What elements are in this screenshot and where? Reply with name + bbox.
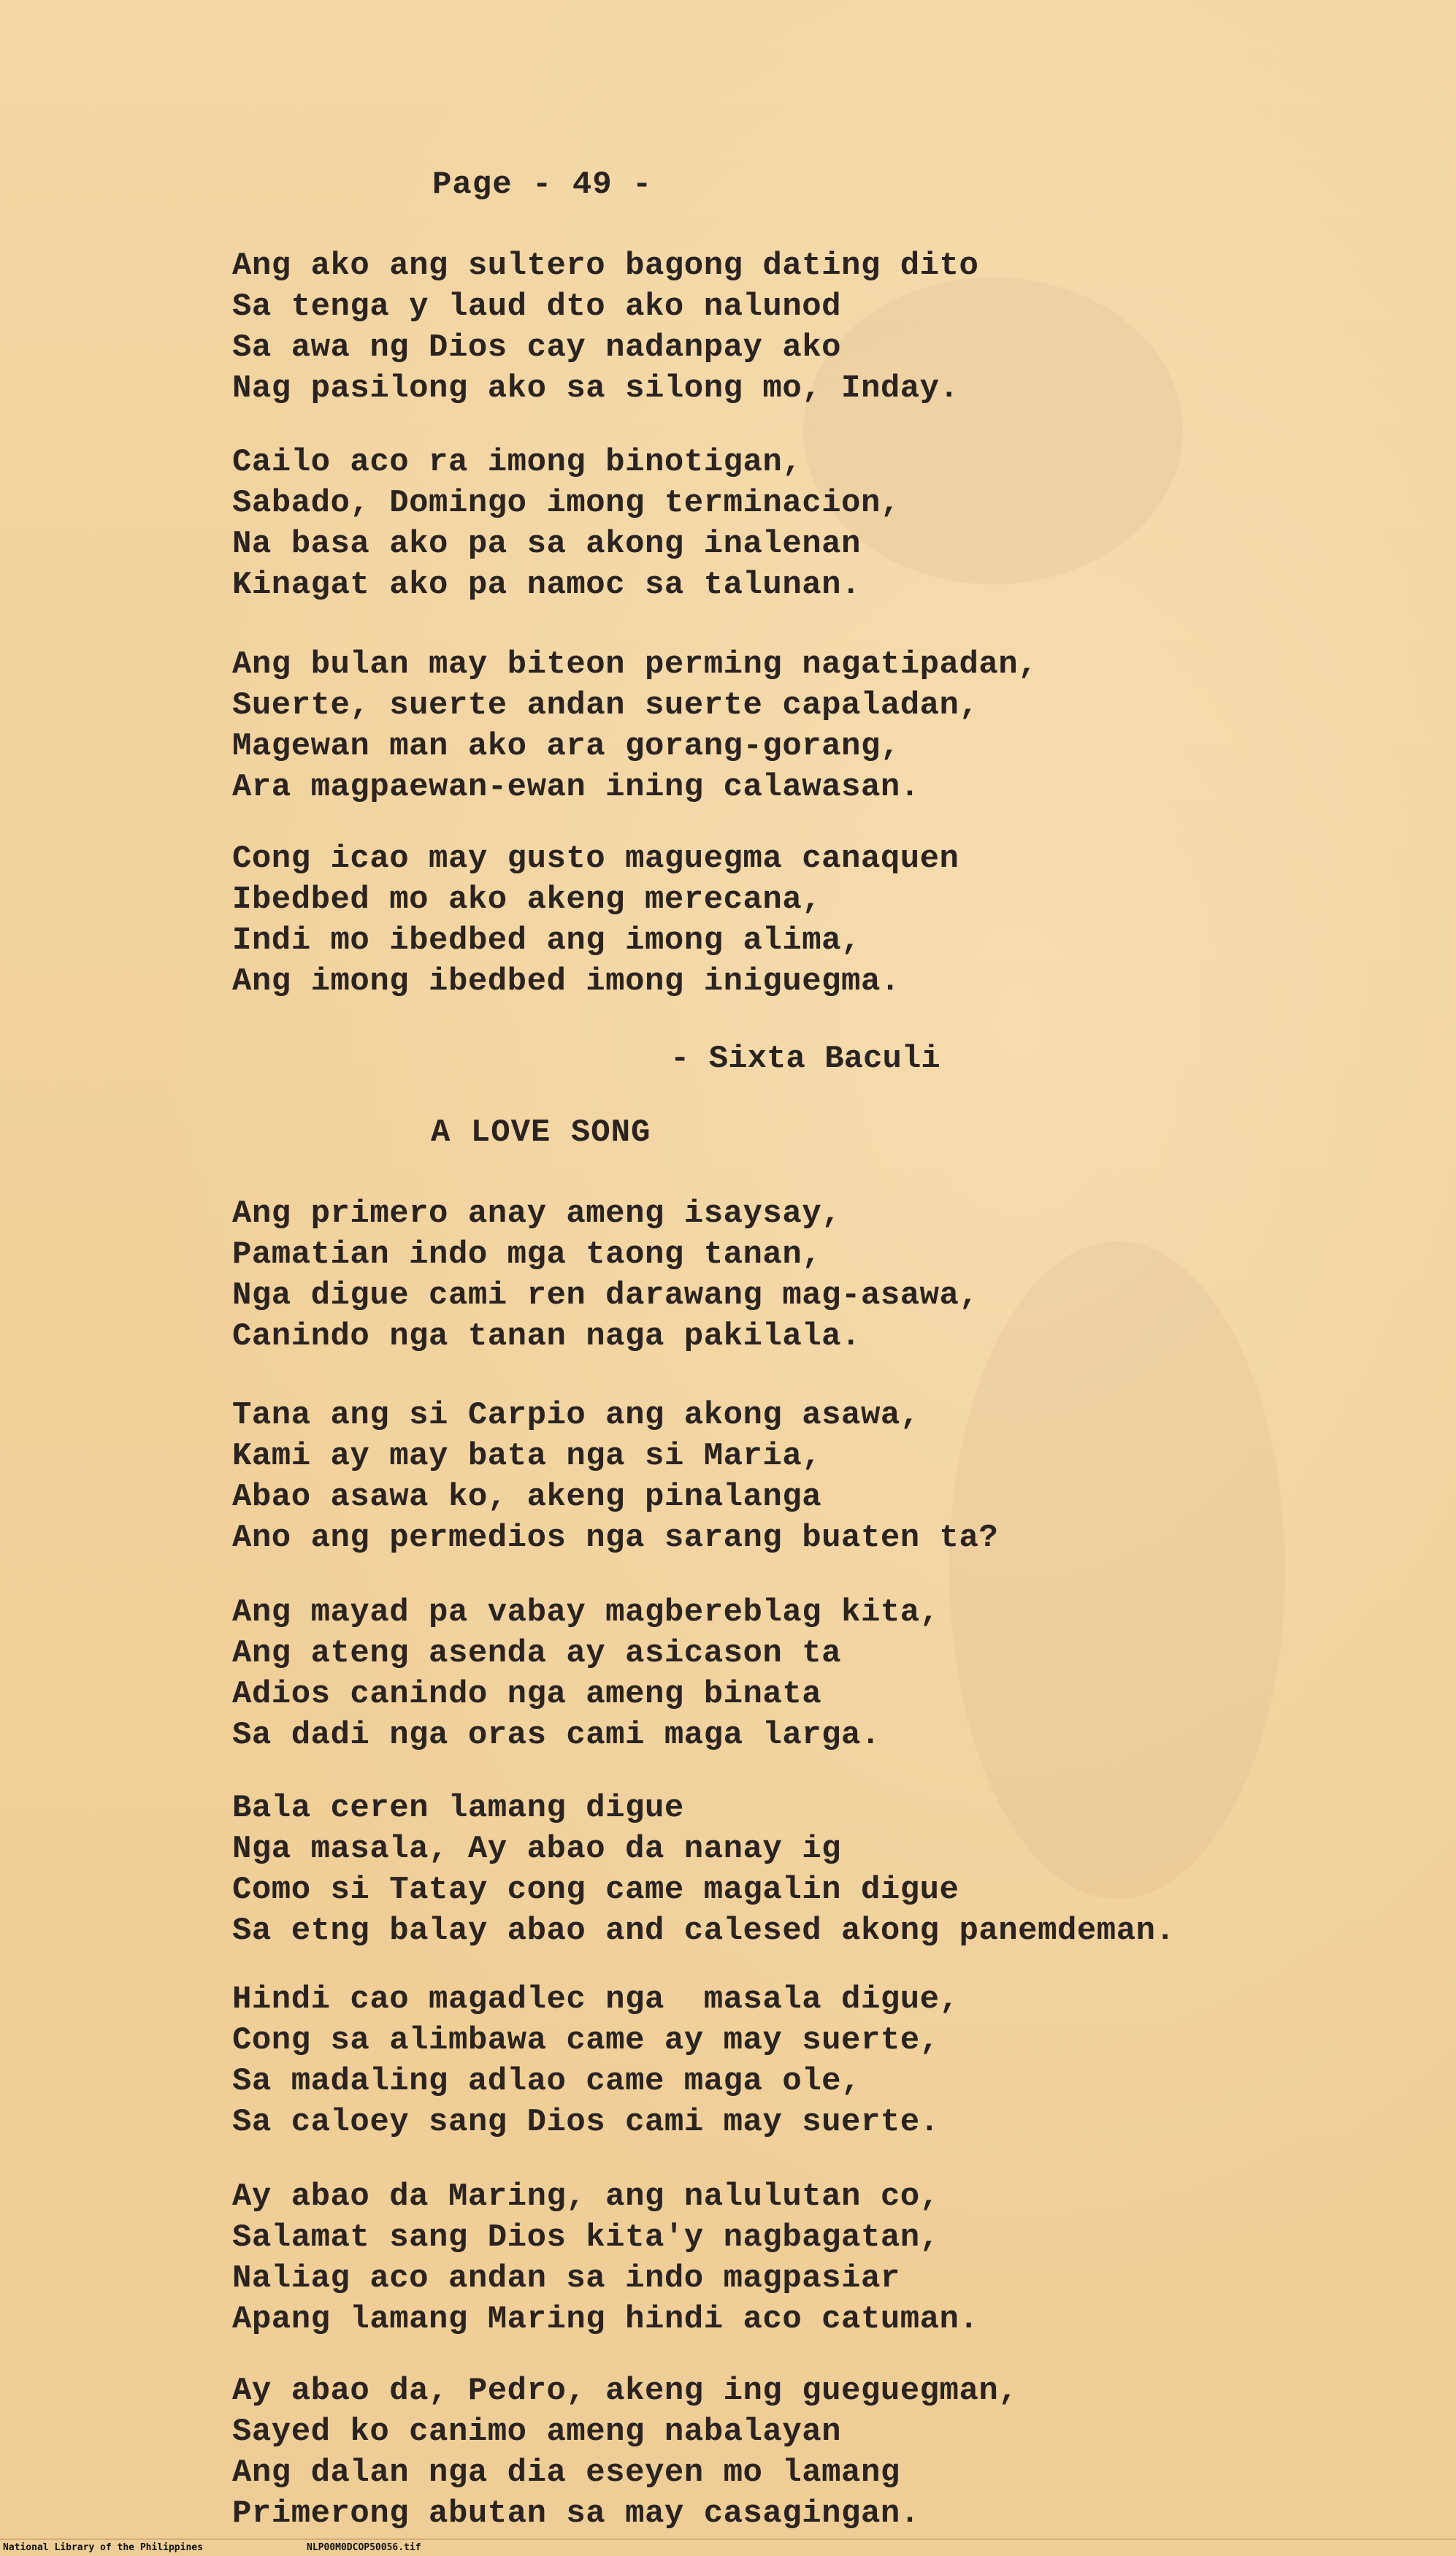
stanza-6 xyxy=(232,1395,998,1558)
poem-line: Como si Tatay cong came magalin digue xyxy=(232,1872,959,1908)
poem-line: Adios canindo nga ameng binata xyxy=(232,1676,822,1713)
stanza-4 xyxy=(232,838,959,1002)
poem-line: Ibedbed mo ako akeng merecana, xyxy=(232,881,822,918)
poem-line: Kinagat ako pa namoc sa talunan. xyxy=(232,567,861,603)
poem-line: Magewan man ako ara gorang-gorang, xyxy=(232,728,900,765)
poem-line: Sa caloey sang Dios cami may suerte. xyxy=(232,2104,940,2140)
stanza-5 xyxy=(232,1193,978,1357)
poem-line: Suerte, suerte andan suerte capaladan, xyxy=(232,687,979,724)
stanza-8 xyxy=(232,1788,1175,1951)
stanza-3 xyxy=(232,644,1038,808)
poem-line: Kami ay may bata nga si Maria, xyxy=(232,1438,822,1474)
poem-line: Tana ang si Carpio ang akong asawa, xyxy=(232,1397,920,1434)
poem-line: Abao asawa ko, akeng pinalanga xyxy=(232,1479,822,1515)
poem-line: Ang ateng asenda ay asicason ta xyxy=(232,1635,842,1672)
poem-line: Ang bulan may biteon perming nagatipadan, xyxy=(232,646,1038,683)
song-title: A LOVE SONG xyxy=(431,1114,651,1151)
poem-line: Sa madaling adlao came maga ole, xyxy=(232,2063,861,2100)
poem-line: Ang imong ibedbed imong iniguegma. xyxy=(232,963,900,1000)
poem-line: Sabado, Domingo imong terminacion, xyxy=(232,485,900,521)
poem-line: Nga digue cami ren darawang mag-asawa, xyxy=(232,1277,979,1314)
stanza-1 xyxy=(232,245,978,409)
page-number: Page - 49 - xyxy=(432,167,653,203)
poem-line: Ara magpaewan-ewan ining calawasan. xyxy=(232,769,920,806)
poem-line: Ang primero anay ameng isaysay, xyxy=(232,1195,842,1232)
poem-line: Ang ako ang sultero bagong dating dito xyxy=(232,248,979,284)
author-signature: - Sixta Baculi xyxy=(670,1041,940,1077)
poem-line: Ay abao da Maring, ang nalulutan co, xyxy=(232,2178,940,2215)
stanza-2 xyxy=(232,442,900,605)
poem-line: Nag pasilong ako sa silong mo, Inday. xyxy=(232,370,959,407)
footer-library-label: National Library of the Philippines xyxy=(3,2542,203,2553)
poem-line: Hindi cao magadlec nga masala digue, xyxy=(232,1981,959,2018)
poem-line: Cong sa alimbawa came ay may suerte, xyxy=(232,2022,940,2059)
poem-line: Apang lamang Maring hindi aco catuman. xyxy=(232,2301,979,2338)
poem-line: Sa dadi nga oras cami maga larga. xyxy=(232,1717,881,1753)
poem-line: Sayed ko canimo ameng nabalayan xyxy=(232,2414,842,2450)
poem-line: Nga masala, Ay abao da nanay ig xyxy=(232,1831,842,1867)
stanza-10 xyxy=(232,2176,978,2340)
stanza-9 xyxy=(232,1979,959,2143)
poem-line: Cailo aco ra imong binotigan, xyxy=(232,444,802,481)
poem-line: Pamatian indo mga taong tanan, xyxy=(232,1236,822,1273)
poem-line: Canindo nga tanan naga pakilala. xyxy=(232,1318,861,1355)
poem-line: Naliag aco andan sa indo magpasiar xyxy=(232,2260,900,2297)
poem-line: Na basa ako pa sa akong inalenan xyxy=(232,526,861,562)
poem-line: Salamat sang Dios kita'y nagbagatan, xyxy=(232,2219,940,2256)
poem-line: Sa awa ng Dios cay nadanpay ako xyxy=(232,329,842,366)
stanza-11 xyxy=(232,2371,1018,2534)
poem-line: Ay abao da, Pedro, akeng ing gueguegman, xyxy=(232,2373,1019,2409)
poem-line: Bala ceren lamang digue xyxy=(232,1790,684,1826)
footer-divider xyxy=(0,2538,1456,2540)
poem-line: Sa tenga y laud dto ako nalunod xyxy=(232,288,842,325)
poem-line: Indi mo ibedbed ang imong alima, xyxy=(232,922,861,959)
poem-line: Ang dalan nga dia eseyen mo lamang xyxy=(232,2454,900,2491)
poem-line: Ang mayad pa vabay magbereblag kita, xyxy=(232,1594,940,1631)
poem-line: Ano ang permedios nga sarang buaten ta? xyxy=(232,1520,999,1556)
poem-line: Sa etng balay abao and calesed akong panemdeman. xyxy=(232,1913,1176,1949)
poem-line: Primerong abutan sa may casagingan. xyxy=(232,2495,920,2532)
stanza-7 xyxy=(232,1592,940,1756)
footer-filename: NLP00M0DCOP50056.tif xyxy=(307,2542,421,2553)
poem-line: Cong icao may gusto maguegma canaquen xyxy=(232,841,959,877)
